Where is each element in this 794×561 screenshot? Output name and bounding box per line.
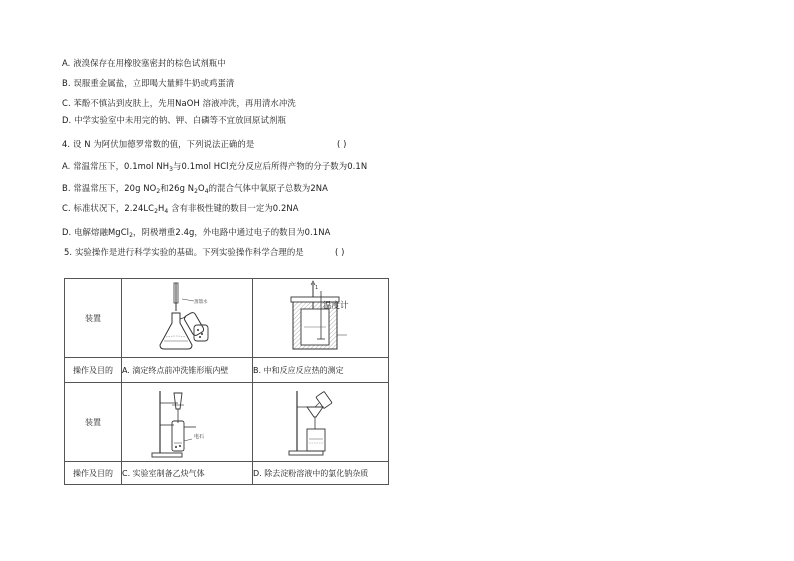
- question-4-paren: ( ): [337, 139, 347, 149]
- table-row: [65, 383, 389, 462]
- option-a-prev: A. 液溴保存在用橡胶塞密封的棕色试剂瓶中: [62, 58, 226, 68]
- thermometer-label: 温度计: [323, 301, 349, 311]
- calorimeter-icon: [253, 279, 389, 357]
- question-5-paren: ( ): [335, 247, 345, 257]
- q4-option-a: A. 常温常压下，0.1mol $NH_3$与0.1mol HCl充分反应后所得产物的分子数为0.1N: [62, 161, 368, 173]
- figure-d-filtration: [253, 383, 389, 462]
- svg-text:蒸馏水: 蒸馏水: [194, 300, 208, 305]
- cell-option-a: A. 滴定终点前冲洗锥形瓶内壁: [122, 358, 253, 383]
- acetylene-apparatus-icon: [122, 383, 253, 461]
- figure-a-titration: [122, 279, 253, 358]
- option-b-prev: B. 误服重金属盐，立即喝大量鲜牛奶或鸡蛋清: [62, 78, 235, 88]
- table-row: [65, 358, 389, 383]
- experiment-table: [64, 278, 389, 485]
- table-row: [65, 279, 389, 358]
- row-label-apparatus-2: 装置: [65, 383, 122, 462]
- svg-text:1: 1: [315, 285, 319, 291]
- titration-flask-icon: [122, 279, 253, 357]
- option-d-prev: D. 中学实验室中未用完的钠、钾、白磷等不宜放回原试剂瓶: [62, 115, 286, 125]
- option-c-prev: C. 苯酚不慎沾到皮肤上，先用NaOH 溶液冲洗，再用清水冲洗: [62, 98, 296, 108]
- q4-option-d: D. 电解熔融MgCl$_2$，阴极增重2.4g，外电路中通过电子的数目为0.1NA: [62, 227, 331, 239]
- filtration-apparatus-icon: [253, 383, 389, 461]
- cell-option-d: D. 除去淀粉溶液中的氯化钠杂质: [253, 462, 389, 485]
- cell-option-c: C. 实验室制备乙炔气体: [122, 462, 253, 485]
- q4-option-c: C. 标准状况下，$2.24LC_2H_4$ 含有非极性键的数目一定为0.2NA: [62, 203, 299, 215]
- question-4: 4. 设 N 为阿伏加德罗常数的值，下列说法正确的是: [62, 139, 255, 149]
- calcium-carbide-label: 电石: [194, 434, 205, 440]
- row-label-operation-2: 操作及目的: [65, 462, 122, 485]
- figure-b-calorimeter: [253, 279, 389, 358]
- cell-option-b: B. 中和反应反应热的测定: [253, 358, 389, 383]
- q4-option-b: B. 常温常压下，20g $NO_2$和26g $N_2O_4$的混合气体中氧原子总数为2NA: [62, 183, 328, 195]
- figure-c-acetylene: [122, 383, 253, 462]
- row-label-apparatus-1: 装置: [65, 279, 122, 358]
- question-5: 5. 实验操作是进行科学实验的基础。下列实验操作科学合理的是: [64, 247, 304, 257]
- row-label-operation-1: 操作及目的: [65, 358, 122, 383]
- table-row: [65, 462, 389, 485]
